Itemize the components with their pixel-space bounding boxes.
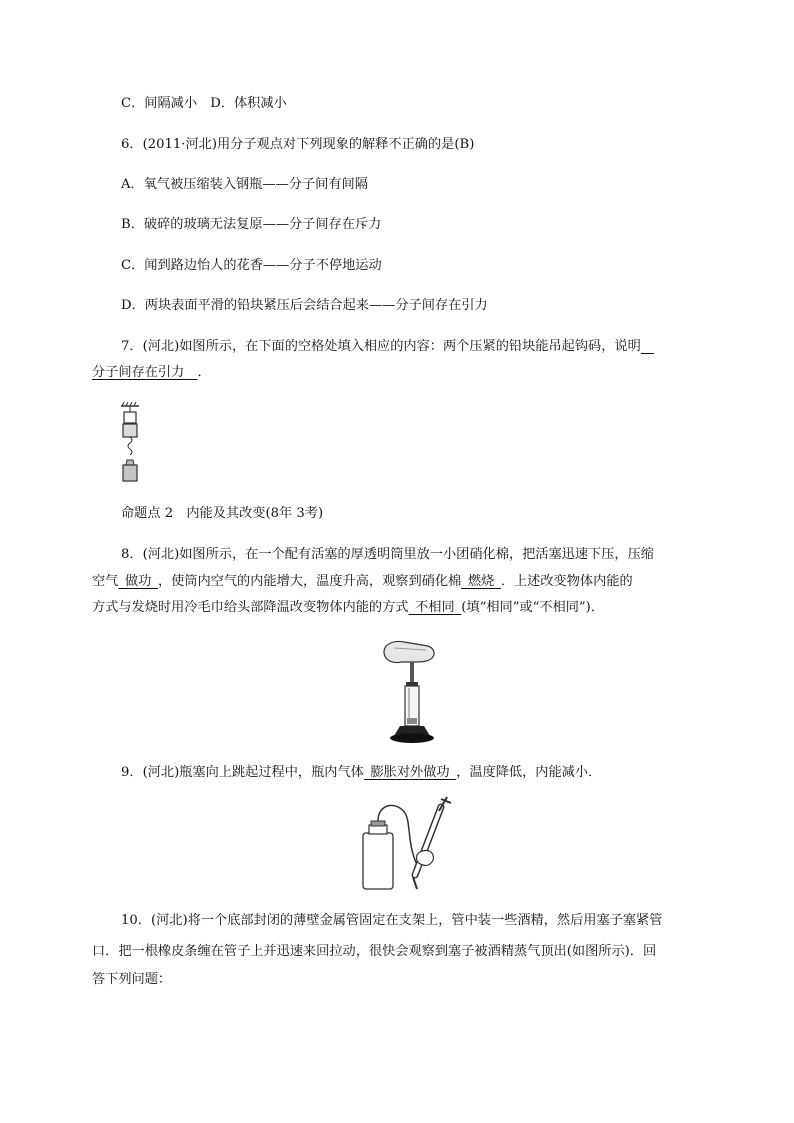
question-8-text-2: 空气 — [92, 574, 119, 589]
question-6: 6．(2011·河北)用分子观点对下列现象的解释不正确的是(B) — [121, 137, 475, 152]
question-7-period: ． — [197, 365, 211, 380]
section-heading: 命题点 2 内能及其改变(8年 3考) — [121, 506, 324, 521]
question-6-option-d: D．两块表面平滑的铅块紧压后会结合起来——分子间存在引力 — [121, 298, 488, 313]
question-6-option-a: A．氧气被压缩装入钢瓶——分子间有间隔 — [121, 177, 368, 192]
question-9-text: 9．(河北)瓶塞向上跳起过程中，瓶内气体 — [121, 765, 364, 780]
question-9 — [121, 763, 601, 783]
question-10-line-3: 答下列问题： — [92, 972, 172, 987]
question-8-answer-2: 燃烧 — [467, 574, 495, 589]
question-7-answer-line — [92, 363, 211, 383]
question-8-line-2 — [92, 572, 633, 592]
question-8-text-4: ．上述改变物体内能的 — [500, 574, 633, 589]
compression-cylinder-figure — [380, 640, 440, 746]
question-6-option-c: C．闻到路边怡人的花香——分子不停地运动 — [121, 258, 382, 273]
question-8-text-6: (填“相同”或“不相同”)． — [461, 600, 605, 615]
question-8-answer-1: 做功 — [124, 574, 152, 589]
question-8-text-5: 方式与发烧时用冷毛巾给头部降温改变物体内能的方式 — [92, 600, 409, 615]
question-7-answer: 分子间存在引力 — [92, 365, 185, 380]
question-6-option-b: B．破碎的玻璃无法复原——分子间存在斥力 — [121, 217, 382, 232]
question-8-answer-3: 不相同 — [415, 600, 455, 615]
question-8-text-3: ，使筒内空气的内能增大，温度升高，观察到硝化棉 — [157, 574, 462, 589]
question-10-line-2: 口．把一根橡皮条缠在管子上并迅速来回拉动，很快会观察到塞子被酒精蒸气顶出(如图所示)．回 — [92, 944, 657, 959]
option-line-c-d: C．间隔减小 D．体积减小 — [121, 96, 287, 111]
lead-blocks-figure — [115, 400, 145, 486]
question-7 — [121, 337, 654, 357]
question-9-answer: 膨胀对外做功 — [370, 765, 450, 780]
question-8-line-3 — [92, 598, 604, 618]
bottle-pump-figure — [355, 795, 455, 895]
question-10-line-1: 10．(河北)将一个底部封闭的薄壁金属管固定在支架上，管中装一些酒精，然后用塞子塞紧管 — [121, 913, 663, 928]
question-9-text-2: ，温度降低，内能减小． — [456, 765, 602, 780]
question-8-line-1: 8．(河北)如图所示，在一个配有活塞的厚透明筒里放一小团硝化棉，把活塞迅速下压，压缩 — [121, 547, 654, 562]
question-7-text: 7．(河北)如图所示，在下面的空格处填入相应的内容：两个压紧的铅块能吊起钩码，说明 — [121, 339, 641, 354]
